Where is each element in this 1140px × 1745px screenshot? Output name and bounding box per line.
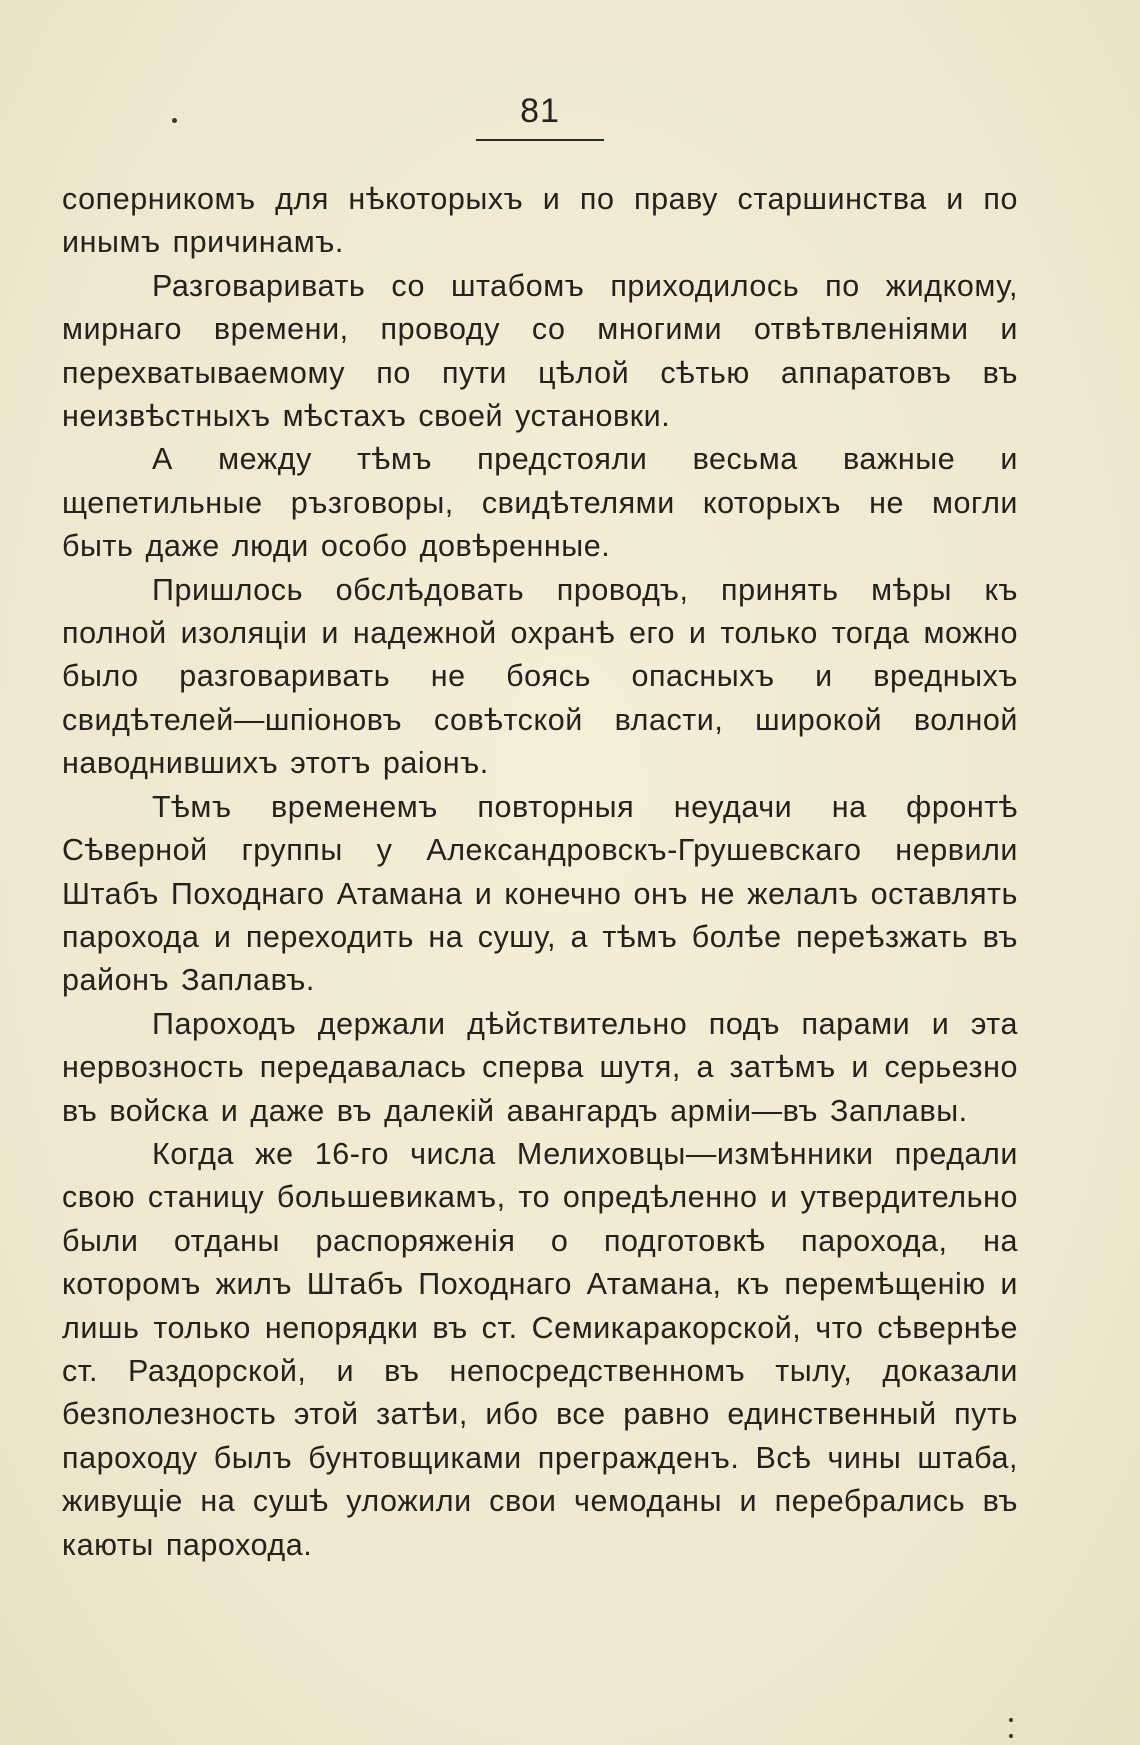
paragraph-3: А между тѣмъ предстояли весьма важные и щепетильные ръзговоры, свидѣтелями которыхъ не могли быть даже люди особо довѣренные.	[62, 442, 1018, 564]
paragraph-2: Разговаривать со штабомъ приходилось по жидкому, мирнаго времени, проводу со многими отвѣтвленiями и перехватываемому по пути цѣлой сѣтью аппаратовъ въ неизвѣстныхъ мѣстахъ своей установки.	[62, 268, 1018, 434]
paragraph-5: Тѣмъ временемъ повторныя неудачи на фронтѣ Сѣверной группы у Александровскъ-Грушевскаго нервили Штабъ Походнаго Атамана и конечно онъ не желалъ оставлять парохода и переходить на сушу, а тѣмъ болѣе переѣзжать въ районъ Заплавъ.	[62, 789, 1018, 998]
page-header	[470, 92, 610, 141]
print-speck	[1009, 1718, 1013, 1722]
body-text	[62, 178, 1018, 1567]
header-rule	[476, 139, 604, 141]
print-speck	[1009, 1734, 1013, 1738]
print-speck	[172, 118, 177, 123]
paragraph-4: Пришлось обслѣдовать проводъ, принять мѣры къ полной изоляцiи и надежной охранѣ его и только тогда можно было разговаривать не боясь опасныхъ и вредныхъ свидѣтелей—шпiоновъ совѣтской власти, широкой волной наводнившихъ этотъ раiонъ.	[62, 572, 1018, 781]
paragraph-7: Когда же 16-го числа Мелиховцы—измѣнники предали свою станицу большевикамъ, то опредѣленно и утвердительно были отданы распоряженiя о подготовкѣ парохода, на которомъ жилъ Штабъ Походнаго Атамана, къ перемѣщенiю и лишь только непорядки въ ст. Семикаракорской, что сѣвернѣе ст. Раздорской, и въ непосредственномъ тылу, доказали безполезность этой затѣи, ибо все равно единственный путь пароходу былъ бунтовщиками прегражденъ. Всѣ чины штаба, живущiе на сушѣ уложили свои чемоданы и перебрались въ каюты парохода.	[62, 1136, 1018, 1562]
paragraph-1: соперникомъ для нѣкоторыхъ и по праву старшинства и по инымъ причинамъ.	[62, 182, 1018, 260]
paragraph-6: Пароходъ держали дѣйствительно подъ парами и эта нервозность передавалась сперва шутя, а затѣмъ и серьезно въ войска и даже въ далекiй авангардъ армiи—въ Заплавы.	[62, 1006, 1018, 1128]
page-number: 81	[520, 92, 560, 130]
